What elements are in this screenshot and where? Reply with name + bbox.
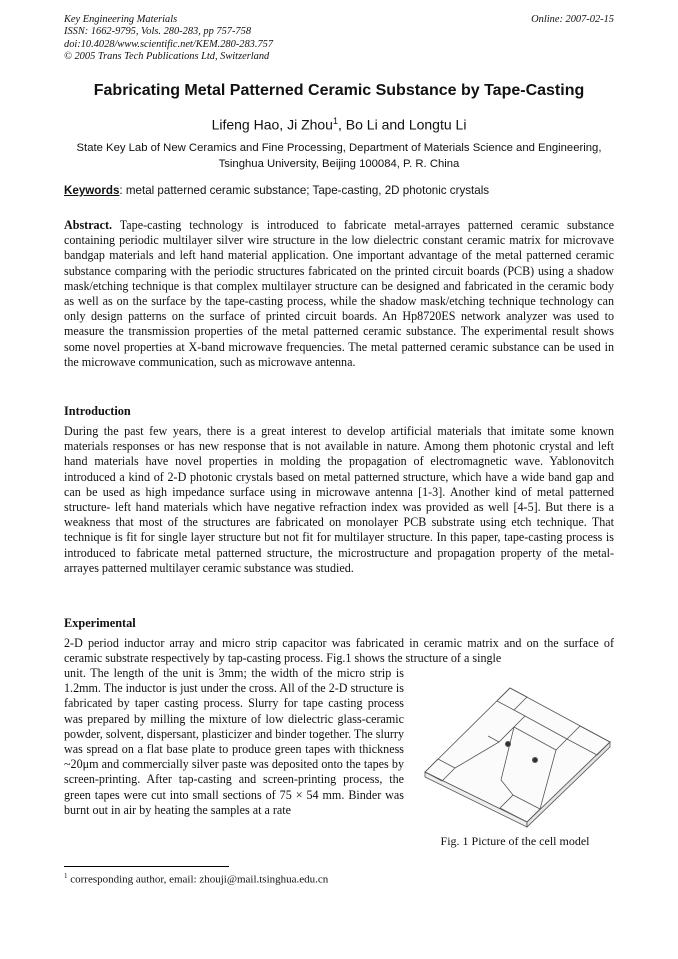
author-list bbox=[0, 116, 678, 133]
footnote-mark: 1 bbox=[64, 872, 68, 880]
introduction-heading: Introduction bbox=[64, 404, 131, 418]
figure-caption: Fig. 1 Picture of the cell model bbox=[440, 834, 590, 848]
journal-header bbox=[64, 14, 273, 64]
affiliation: State Key Lab of New Ceramics and Fine Processing, Department of Materials Science and Engineering, Tsinghua University, Beijing 100084, P. R. China bbox=[76, 142, 602, 170]
cell-model-figure bbox=[415, 684, 615, 829]
keywords-text: : metal patterned ceramic substance; Tape-casting, 2D photonic crystals bbox=[119, 184, 490, 197]
abstract bbox=[64, 218, 614, 370]
keywords bbox=[64, 184, 614, 197]
experimental-text-full: 2-D period inductor array and micro strip capacitor was fabricated in ceramic matrix and on the surface of ceramic substrate respectively by tap-casting process. Fig.1 shows the structure of a single bbox=[64, 636, 614, 666]
footnote bbox=[64, 872, 328, 886]
substrate-top bbox=[425, 688, 610, 822]
keywords-label: Keywords bbox=[64, 184, 120, 197]
author-zhou: Ji Zhou bbox=[287, 116, 333, 133]
experimental-heading: Experimental bbox=[64, 616, 136, 630]
doi-line: doi:10.4028/www.scientific.net/KEM.280-283.757 bbox=[64, 38, 274, 50]
corresponding-mark: 1 bbox=[332, 116, 338, 126]
abstract-text: Tape-casting technology is introduced to fabricate metal-arrayes patterned ceramic substance containing periodic multilayer silver wire structure in the low dielectric constant ceramic matrix for microvave bandgap materials and left hand material application. One important advantage of the metal patterned ceramic substance comparing with the periodic structures fabricated on the printed circuit boards (PCB) using a shadow mask/etching technique is that complex multilayer structure can be designed and fabricated in the ceramic body as well as on the surface by the tape-casting process, while the shadow mask/etching technique technology can only design patterns on the surface of printed circuit boards. An Hp8720ES network analyzer was used to measure the transmission properties of the metal patterned ceramic substance. The experimental result shows some novel properties at X-band microwave frequencies. The metal patterned ceramic substance can be used in the microwave communication, such as microwave antenna. bbox=[64, 218, 614, 369]
copyright-line: © 2005 Trans Tech Publications Ltd, Switzerland bbox=[64, 51, 270, 63]
author-hao: Lifeng Hao, bbox=[211, 116, 288, 133]
experimental-text-column: unit. The length of the unit is 3mm; the width of the micro strip is 1.2mm. The inductor is just under the cross. All of the 2-D structure is fabricated by taper casting process. Slurry for tape casting process was prepared by milling the mixture of low dielectric glass-ceramic powder, solvent, dispersant, plasticizer and binder together. The slurry was spread on a flat base plate to produce green tapes with thickness ~20μm and commercially silver paste was deposited onto the tapes by screen-printing. After tap-casting and screen-printing process, the green tapes were cut into small sections of 75 × 54 mm. Binder was burnt out in air by heating the samples at a rate bbox=[64, 666, 404, 817]
paper-title: Fabricating Metal Patterned Ceramic Substance by Tape-Casting bbox=[93, 82, 585, 99]
journal-name: Key Engineering Materials bbox=[64, 14, 178, 25]
inductor-2 bbox=[532, 757, 537, 762]
inductor-1 bbox=[505, 741, 510, 746]
footnote-text: corresponding author, email: zhouji@mail.tsinghua.edu.cn bbox=[67, 873, 329, 886]
issn-line: ISSN: 1662-9795, Vols. 280-283, pp 757-758 bbox=[64, 26, 252, 38]
introduction-text: During the past few years, there is a great interest to develop artificial materials that imitate some known materials responses or has new response that is not available in nature. Among them photonic crystal and left hand materials have novel properties in molding the propagation of electromagnetic wave. Yablonovitch introduced a kind of 2-D photonic crystals based on metal patterned structure, which have a wide band gap and can be used as high impedance surface using in microwave antenna [1-3]. Another kind of metal patterned structure- left hand materials which have negative refraction index was provided as well [4-5]. But there is a weakness that most of the structures are fabricated on monolayer PCB substrate using etch technique. That technique is fit for single layer structure but not fit for multilayer structure. In this paper, tape-casting process is introduced to fabricate metal patterned structure, the microstructure and propagation property of the metal-arrayes patterned multilayer ceramic substance was studied. bbox=[64, 424, 614, 575]
author-rest: , Bo Li and Longtu Li bbox=[338, 116, 467, 133]
footnote-divider bbox=[64, 866, 229, 867]
abstract-label: Abstract. bbox=[64, 218, 113, 232]
online-date: Online: 2007-02-15 bbox=[531, 14, 614, 25]
